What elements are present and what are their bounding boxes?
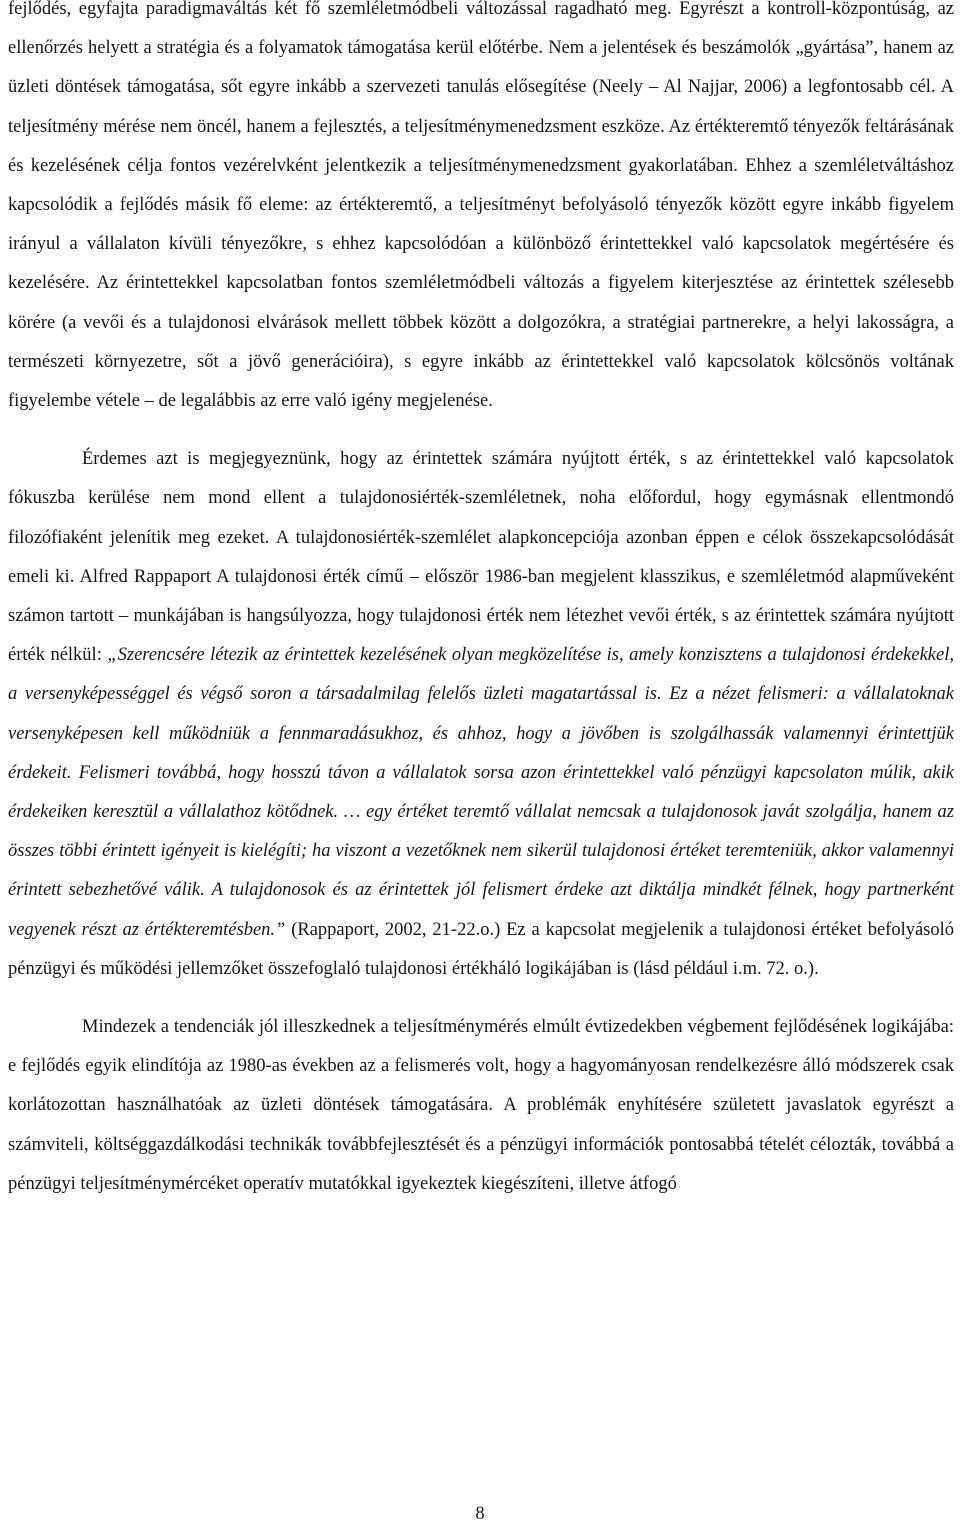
paragraph-2-text-outro: (Rappaport, 2002, 21-22.o.) Ez a kapcsolat megjelenik a tulajdonosi értéket befolyásoló pénzügyi és működési jellemzőket összefoglaló tulajdonosi értékháló logikájában is (lásd például i.m. 72. o.). <box>8 919 955 979</box>
paragraph-2 <box>8 440 954 989</box>
paragraph-1 <box>8 0 954 421</box>
paragraph-2-quote: „Szerencsére létezik az érintettek kezelésének olyan megközelítése is, amely konzisztens a tulajdonosi érdekekkel, a versenyképességgel és végső soron a társadalmilag felelős üzleti magatartással is. Ez a nézet felismeri: a vállalatoknak versenyképesen kell működniük a fennmaradásukhoz, és ahhoz, hogy a jövőben is szolgálhassák valamennyi érintettjük érdekeit. Felismeri továbbá, hogy hosszú távon a vállalatok sorsa azon érintettekkel való pénzügyi kapcsolaton múlik, akik érdekeiken keresztül a vállalathoz kötődnek. … egy értéket teremtő vállalat nemcsak a tulajdonosok javát szolgálja, hanem az összes többi érintett igényeit is kielégíti; ha viszont a vezetőknek nem sikerül tulajdonosi értéket teremteniük, akkor valamennyi érintett sebezhetővé válik. A tulajdonosok és az érintettek jól felismert érdeke azt diktálja mindkét félnek, hogy partnerként vegyenek részt az értékteremtésben.” <box>8 645 954 940</box>
paragraph-3 <box>8 1008 954 1204</box>
paragraph-2-text-intro: Érdemes azt is megjegyeznünk, hogy az érintettek számára nyújtott érték, s az érintettekkel való kapcsolatok fókuszba kerülése nem mond ellent a tulajdonosiérték-szemléletnek, noha előfordul, hogy egymásnak ellentmondó filozófiaként jelenítik meg ezeket. A tulajdonosiérték-szemlélet alapkoncepciója azonban éppen e célok összekapcsolódását emeli ki. Alfred Rappaport A tulajdonosi érték című – először 1986-ban megjelent klasszikus, e szemléletmód alapműveként számon tartott – munkájában is hangsúlyozza, hogy tulajdonosi érték nem létezhet vevői érték, s az érintettek számára nyújtott érték nélkül: <box>8 449 954 666</box>
paragraph-1-text: fejlődés, egyfajta paradigmaváltás két fő szemléletmódbeli változással ragadható meg. Egyrészt a kontroll-központúság, az ellenőrzés helyett a stratégia és a folyamatok támogatása kerül előtérbe. Nem a jelentések és beszámolók „gyártása”, hanem az üzleti döntések támogatása, sőt egyre inkább a szervezeti tanulás elősegítése (Neely – Al Najjar, 2006) a legfontosabb cél. A teljesítmény mérése nem öncél, hanem a fejlesztés, a teljesítménymenedzsment eszköze. Az értékteremtő tényezők feltárásának és kezelésének célja fontos vezérelvként jelentkezik a teljesítménymenedzsment gyakorlatában. Ehhez a szemléletváltáshoz kapcsolódik a fejlődés másik fő eleme: az értékteremtő, a teljesítményt befolyásoló tényezők között egyre inkább figyelem irányul a vállalaton kívüli tényezőkre, s ehhez kapcsolódóan a különböző érintettekkel való kapcsolatok megértésére és kezelésére. Az érintettekkel kapcsolatban fontos szemléletmódbeli változás a figyelem kiterjesztése az érintettek szélesebb körére (a vevői és a tulajdonosi elvárások mellett többek között a dolgozókra, a stratégiai partnerekre, a helyi lakosságra, a természeti környezetre, sőt a jövő generációira), s egyre inkább az érintettekkel való kapcsolatok kölcsönös voltának figyelembe vétele – de legalábbis az erre való igény megjelenése. <box>8 0 954 412</box>
document-page <box>8 0 954 1204</box>
page-number: 8 <box>475 1504 485 1524</box>
paragraph-3-text: Mindezek a tendenciák jól illeszkednek a teljesítménymérés elmúlt évtizedekben végbement fejlődésének logikájába: e fejlődés egyik elindítója az 1980-as években az a felismerés volt, hogy a hagyományosan rendelkezésre álló módszerek csak korlátozottan használhatóak az üzleti döntések támogatására. A problémák enyhítésére született javaslatok egyrészt a számviteli, költséggazdálkodási technikák továbbfejlesztését és a pénzügyi információk pontosabbá tételét célozták, továbbá a pénzügyi teljesítménymércéket operatív mutatókkal igyekeztek kiegészíteni, illetve átfogó <box>8 1017 954 1194</box>
